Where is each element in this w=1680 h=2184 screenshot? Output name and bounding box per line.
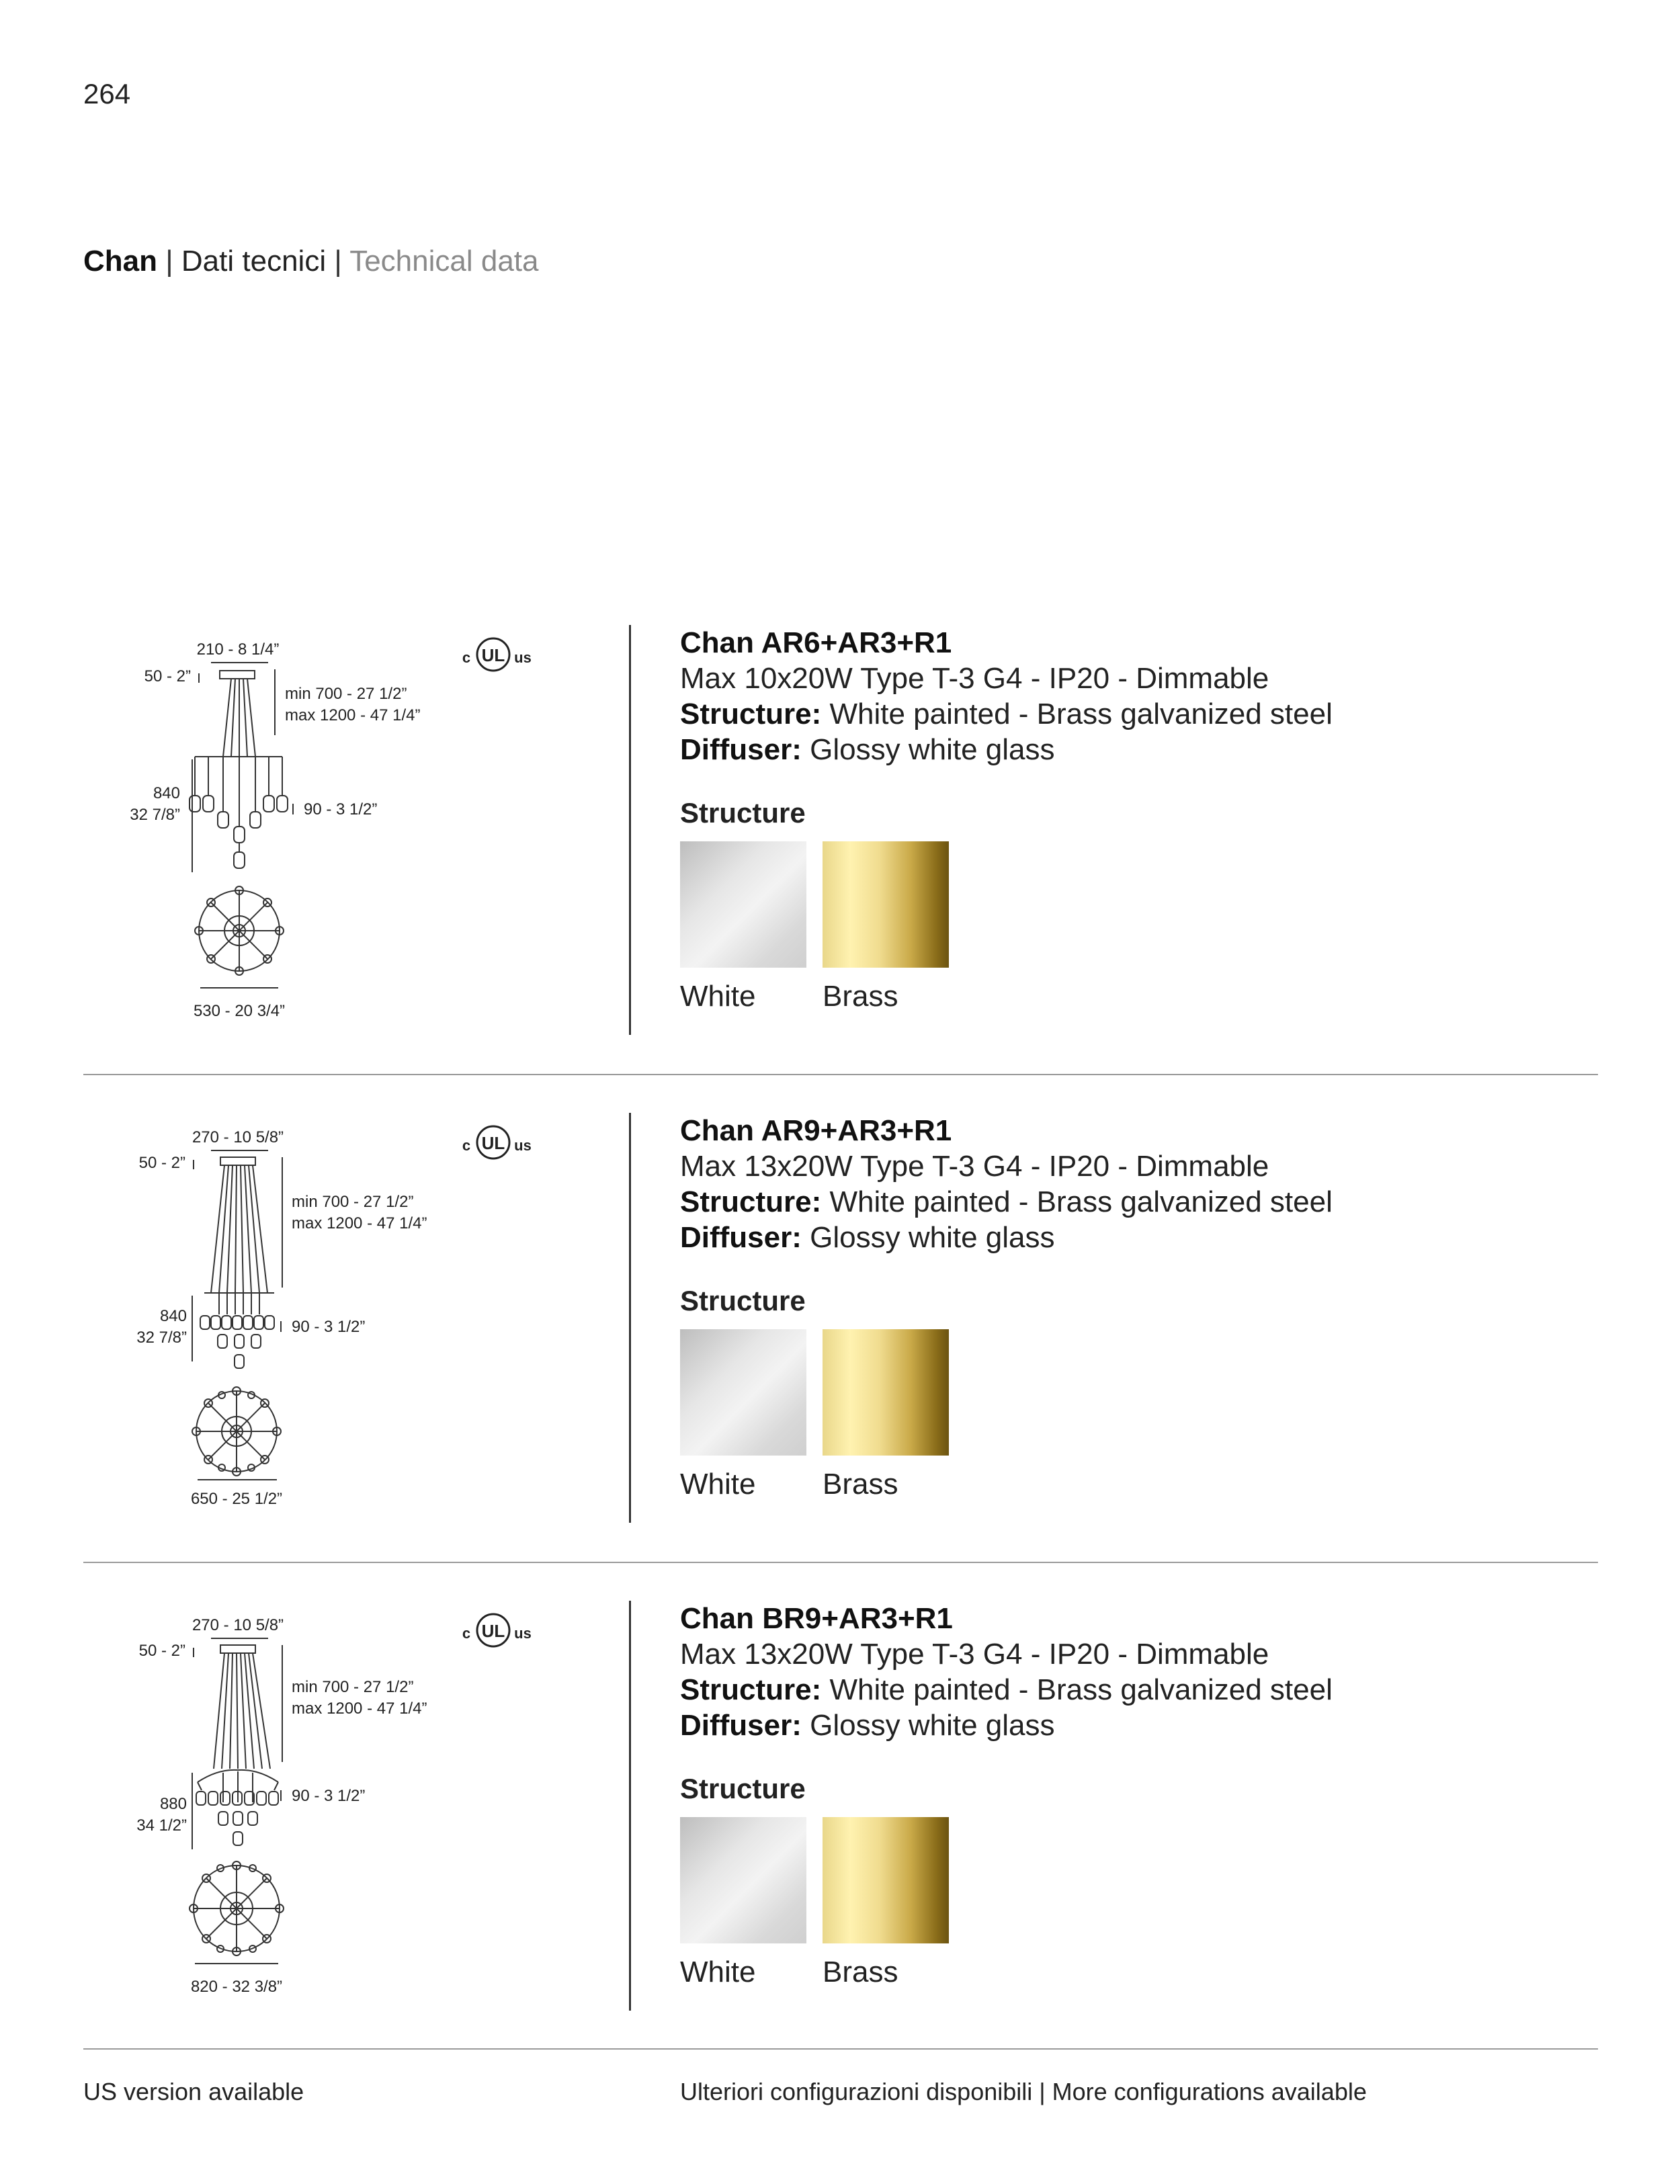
- technical-drawing: [110, 1113, 607, 1529]
- swatch-white: [680, 1817, 806, 1943]
- structure-line: [680, 696, 1554, 732]
- product-specs-line: Max 13x20W Type T-3 G4 - IP20 - Dimmable: [680, 1638, 1269, 1671]
- structure-value: White painted - Brass galvanized steel: [829, 698, 1333, 730]
- page-header: [83, 245, 539, 278]
- finish-brass: [823, 841, 949, 1013]
- finish-label: Brass: [823, 980, 898, 1013]
- diffuser-label: Diffuser:: [680, 733, 802, 766]
- structure-label: Structure:: [680, 1185, 822, 1218]
- dim-canopy: 50 - 2”: [138, 1154, 185, 1172]
- finish-label: White: [680, 1956, 756, 1988]
- diffuser-line: [680, 1220, 1554, 1255]
- dim-top-width: 210 - 8 1/4”: [196, 640, 280, 659]
- dim-top-width: 270 - 10 5/8”: [192, 1128, 284, 1146]
- finish-label: Brass: [823, 1468, 898, 1501]
- cert-us: us: [514, 1625, 532, 1642]
- finish-white: [680, 841, 806, 1013]
- header-english: Technical data: [349, 245, 539, 278]
- chandelier-drawing: [110, 1601, 607, 2017]
- cul-us-mark: [462, 1614, 532, 1646]
- dim-min-length: min 700 - 27 1/2”: [292, 1678, 414, 1696]
- structure-line: [680, 1184, 1554, 1220]
- structure-value: White painted - Brass galvanized steel: [829, 1185, 1333, 1218]
- divider-vertical: [629, 1601, 631, 2011]
- cert-c: c: [462, 649, 471, 666]
- dim-min-length: min 700 - 27 1/2”: [285, 685, 407, 703]
- finish-brass: [823, 1329, 949, 1501]
- finish-white: [680, 1817, 806, 1989]
- swatch-brass: [823, 841, 949, 968]
- product-section: [83, 1113, 1598, 1529]
- finish-swatches: [680, 1817, 1554, 1989]
- header-separator: |: [165, 245, 173, 278]
- finish-heading: Structure: [680, 797, 806, 829]
- swatch-brass: [823, 1329, 949, 1456]
- cert-us: us: [514, 649, 532, 666]
- swatch-white: [680, 841, 806, 968]
- finish-heading: Structure: [680, 1773, 806, 1804]
- header-separator: |: [334, 245, 342, 278]
- diffuser-value: Glossy white glass: [810, 733, 1055, 766]
- dim-height-in: 32 7/8”: [130, 806, 180, 824]
- dim-diffuser: 90 - 3 1/2”: [292, 1787, 366, 1805]
- product-specs: [680, 1601, 1554, 1989]
- diffuser-label: Diffuser:: [680, 1709, 802, 1742]
- diffuser-line: [680, 732, 1554, 767]
- dim-top-width: 270 - 10 5/8”: [192, 1616, 284, 1634]
- cert-c: c: [462, 1137, 471, 1154]
- dim-height-mm: 880: [159, 1795, 187, 1813]
- chandelier-drawing: [110, 625, 607, 1042]
- divider-vertical: [629, 1113, 631, 1523]
- divider-horizontal: [83, 2048, 1598, 2050]
- dim-height-in: 32 7/8”: [136, 1329, 187, 1347]
- cert-us: us: [514, 1137, 532, 1154]
- dim-diffuser: 90 - 3 1/2”: [292, 1318, 366, 1336]
- finish-label: White: [680, 1468, 756, 1501]
- cul-us-mark: [462, 1126, 532, 1159]
- product-specs: [680, 1113, 1554, 1501]
- diffuser-value: Glossy white glass: [810, 1709, 1055, 1742]
- dim-height-mm: 840: [159, 1307, 187, 1325]
- diffuser-label: Diffuser:: [680, 1221, 802, 1254]
- product-section: [83, 1601, 1598, 2017]
- header-italian: Dati tecnici: [181, 245, 327, 278]
- header-product-name: Chan: [83, 245, 157, 278]
- dim-max-length: max 1200 - 47 1/4”: [292, 1699, 427, 1718]
- technical-drawing: [110, 625, 607, 1042]
- dim-canopy: 50 - 2”: [138, 1642, 185, 1660]
- divider-horizontal: [83, 1074, 1598, 1075]
- product-title: Chan BR9+AR3+R1: [680, 1602, 953, 1635]
- structure-label: Structure:: [680, 1673, 822, 1706]
- dim-height-in: 34 1/2”: [136, 1816, 187, 1835]
- product-specs: [680, 625, 1554, 1013]
- product-specs-line: Max 13x20W Type T-3 G4 - IP20 - Dimmable: [680, 1150, 1269, 1183]
- diffuser-value: Glossy white glass: [810, 1221, 1055, 1254]
- cert-ul: UL: [481, 645, 505, 665]
- finish-heading: Structure: [680, 1285, 806, 1316]
- dim-diameter: 820 - 32 3/8”: [190, 1978, 283, 1996]
- footer-us-version: US version available: [83, 2078, 304, 2105]
- product-section: [83, 625, 1598, 1042]
- dim-min-length: min 700 - 27 1/2”: [292, 1193, 414, 1211]
- finish-label: White: [680, 980, 756, 1013]
- footer-more-configurations: Ulteriori configurazioni disponibili | More configurations available: [680, 2078, 1367, 2105]
- swatch-white: [680, 1329, 806, 1456]
- cert-ul: UL: [481, 1133, 505, 1153]
- technical-drawing: [110, 1601, 607, 2017]
- product-title: Chan AR6+AR3+R1: [680, 626, 952, 659]
- page-number: 264: [83, 78, 131, 110]
- product-specs-line: Max 10x20W Type T-3 G4 - IP20 - Dimmable: [680, 662, 1269, 695]
- finish-brass: [823, 1817, 949, 1989]
- dim-height-mm: 840: [153, 784, 180, 802]
- structure-label: Structure:: [680, 698, 822, 730]
- chandelier-drawing: [110, 1113, 607, 1529]
- divider-vertical: [629, 625, 631, 1035]
- dim-diameter: 650 - 25 1/2”: [190, 1490, 283, 1508]
- finish-label: Brass: [823, 1956, 898, 1988]
- swatch-brass: [823, 1817, 949, 1943]
- finish-swatches: [680, 841, 1554, 1013]
- dim-max-length: max 1200 - 47 1/4”: [285, 706, 421, 724]
- divider-horizontal: [83, 1562, 1598, 1563]
- dim-max-length: max 1200 - 47 1/4”: [292, 1214, 427, 1232]
- structure-value: White painted - Brass galvanized steel: [829, 1673, 1333, 1706]
- product-title: Chan AR9+AR3+R1: [680, 1114, 952, 1147]
- cul-us-mark: [462, 638, 532, 671]
- finish-swatches: [680, 1329, 1554, 1501]
- cert-c: c: [462, 1625, 471, 1642]
- diffuser-line: [680, 1708, 1554, 1743]
- dim-diameter: 530 - 20 3/4”: [193, 1002, 286, 1020]
- structure-line: [680, 1672, 1554, 1708]
- dim-canopy: 50 - 2”: [144, 667, 191, 685]
- finish-white: [680, 1329, 806, 1501]
- cert-ul: UL: [481, 1621, 505, 1641]
- dim-diffuser: 90 - 3 1/2”: [304, 800, 378, 818]
